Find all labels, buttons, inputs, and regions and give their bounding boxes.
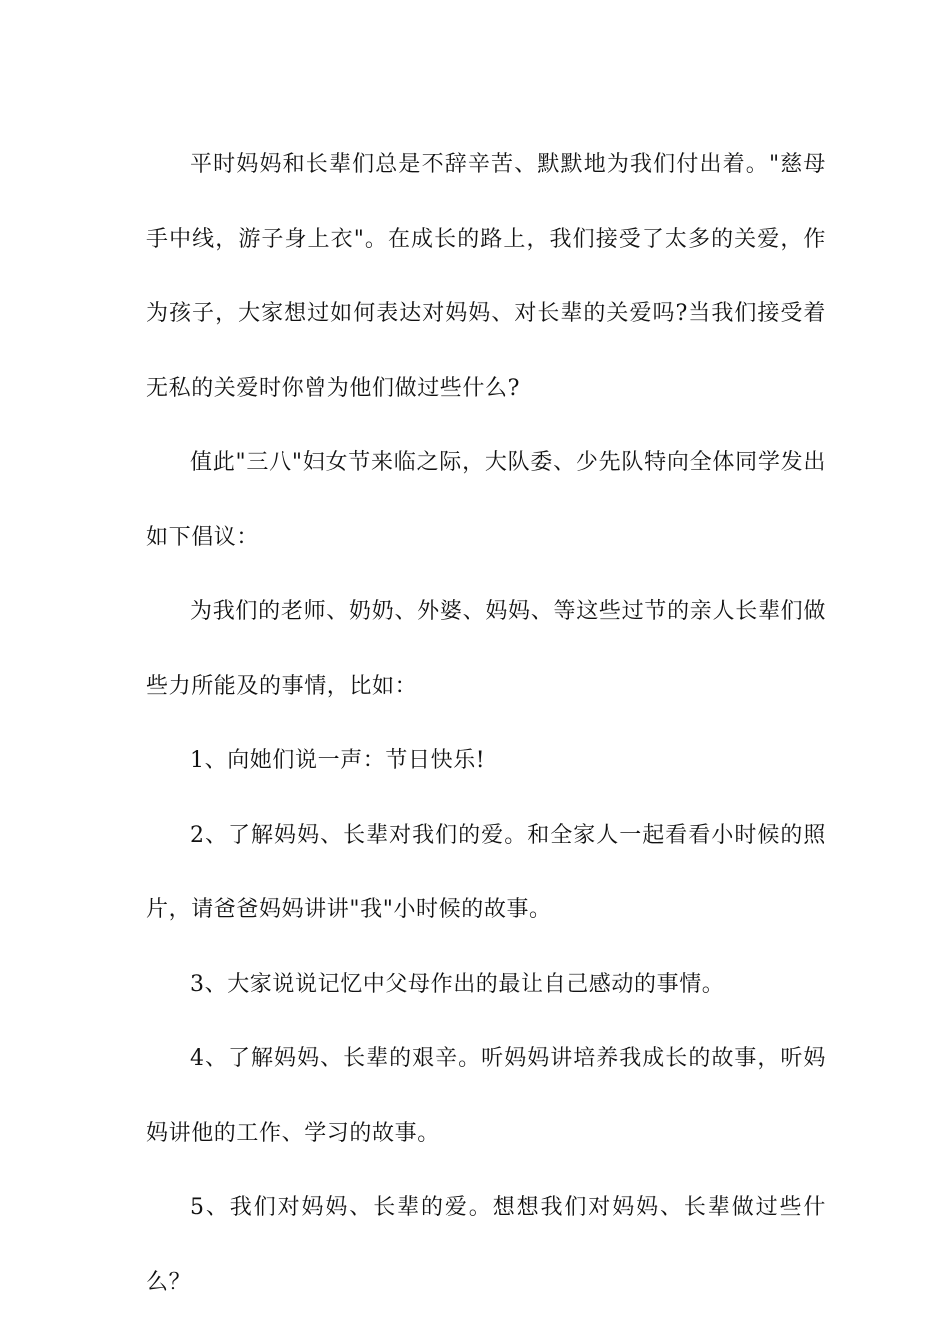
paragraph-intro: 平时妈妈和长辈们总是不辞辛苦、默默地为我们付出着。"慈母手中线，游子身上衣"。在成长的路上，我们接受了太多的关爱，作为孩子，大家想过如何表达对妈妈、对长辈的关爱吗?当我们接受着无私的关爱时你曾为他们做过些什么? [146,152,826,401]
paragraph-proposal: 为我们的老师、奶奶、外婆、妈妈、等这些过节的亲人长辈们做些力所能及的事情，比如： [146,599,826,699]
list-item-4: 4、了解妈妈、长辈的艰辛。听妈妈讲培养我成长的故事，听妈妈讲他的工作、学习的故事。 [146,1046,826,1146]
paragraph-occasion: 值此"三八"妇女节来临之际，大队委、少先队特向全体同学发出如下倡议： [146,450,826,550]
document-body [146,128,826,1320]
list-item-5: 5、我们对妈妈、长辈的爱。想想我们对妈妈、长辈做过些什么？ [146,1195,826,1295]
list-item-1: 1、向她们说一声：节日快乐! [190,748,486,773]
list-item-2: 2、了解妈妈、长辈对我们的爱。和全家人一起看看小时候的照片，请爸爸妈妈讲讲"我"小时候的故事。 [146,822,826,922]
list-item-3: 3、大家说说记忆中父母作出的最让自己感动的事情。 [190,971,725,997]
